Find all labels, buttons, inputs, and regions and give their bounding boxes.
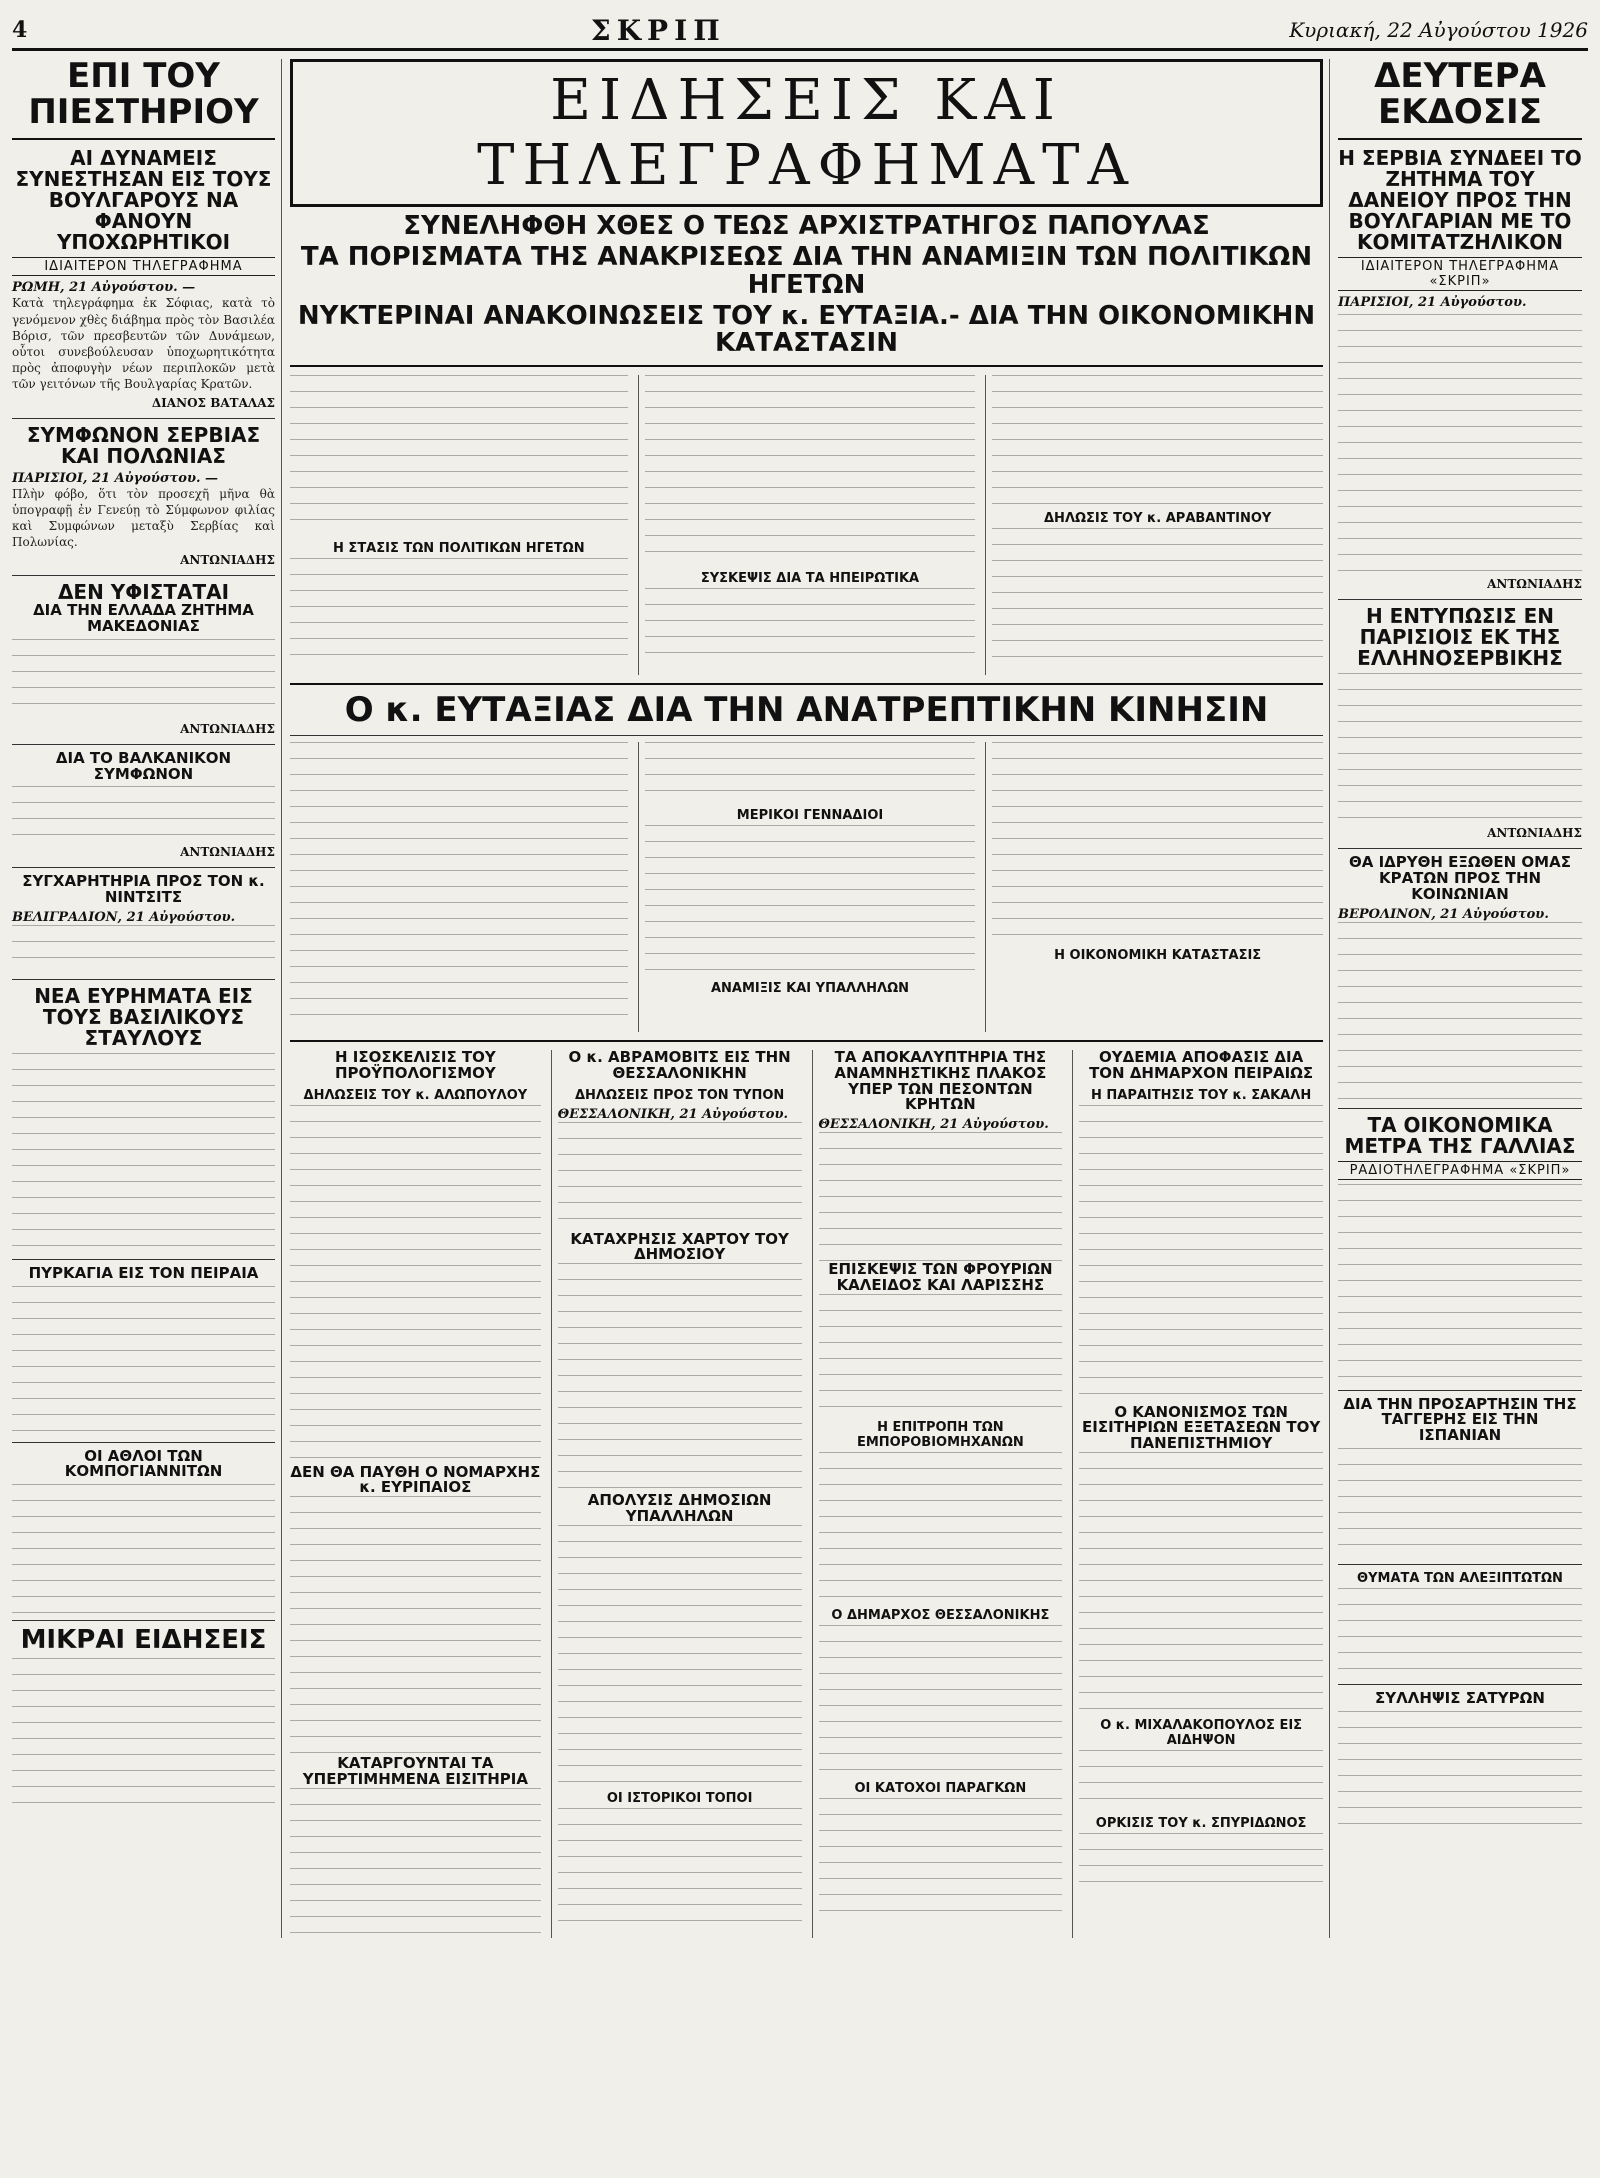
- balkan-text: [12, 786, 275, 842]
- apolysis-text: [558, 1525, 802, 1785]
- center-headline-3: ΝΥΚΤΕΡΙΝΑΙ ΑΝΑΚΟΙΝΩΣΕΙΣ ΤΟΥ κ. ΕΥΤΑΞΙΑ.- ΔΙΑ ΤΗΝ ΟΙΚΟΝΟΜΙΚΗΝ ΚΑΤΑΣΤΑΣΙΝ: [297, 300, 1316, 359]
- center-column: [290, 59, 1330, 1938]
- syllipsis-headline: ΣΥΛΛΗΨΙΣ ΣΑΤΥΡΩΝ: [1375, 1688, 1545, 1707]
- katoxoi-headline: ΟΙ ΚΑΤΟΧΟΙ ΠΑΡΑΓΚΩΝ: [854, 1780, 1027, 1796]
- den-text: [12, 639, 275, 719]
- den-signature: ΑΝΤΩΝΙΑΔΗΣ: [180, 721, 275, 736]
- dimarchos-text: [819, 1625, 1063, 1775]
- kan-headline: Ο ΚΑΝΟΝΙΣΜΟΣ ΤΩΝ ΕΙΣΙΤΗΡΙΩΝ ΕΞΕΤΑΣΕΩΝ ΤΟΥ ΠΑΝΕΠΙΣΤΗΜΙΟΥ: [1082, 1402, 1321, 1453]
- c3-text-a: [992, 375, 1323, 505]
- istorikoi-headline: ΟΙ ΙΣΤΟΡΙΚΟΙ ΤΟΠΟΙ: [606, 1790, 753, 1806]
- anamixis-headline: ΑΝΑΜΙΞΙΣ ΚΑΙ ΥΠΑΛΛΗΛΩΝ: [710, 981, 910, 997]
- paper-name: ΣΚΡΙΠ: [590, 13, 726, 47]
- kan-text: [1079, 1452, 1323, 1712]
- rome-dateline: ΡΩΜΗ, 21 Αὐγούστου. —: [12, 280, 196, 296]
- katarg-text: [290, 1788, 541, 1938]
- radio-label-1: ΡΑΔΙΟΤΗΛΕΓΡΑΦΗΜΑ «ΣΚΡΙΠ»: [1338, 1161, 1582, 1180]
- b1-headline: Η ΙΣΟΣΚΕΛΙΣΙΣ ΤΟΥ ΠΡΟΫΠΟΛΟΓΙΣΜΟΥ: [334, 1048, 496, 1082]
- right-column: [1338, 56, 1588, 1938]
- b2-dateline: ΘΕΣΣΑΛΟΝΙΚΗ, 21 Αὐγούστου.: [557, 1106, 789, 1122]
- idry-headline: ΘΑ ΙΔΡΥΘΗ ΕΞΩΘΕΝ ΟΜΑΣ ΚΡΑΤΩΝ ΠΡΟΣ ΤΗΝ ΚΟΙΝΩΝΙΑΝ: [1349, 853, 1571, 903]
- right-main-subheadline: Η ΣΕΡΒΙΑ ΣΥΝΔΕΕΙ ΤΟ ΖΗΤΗΜΑ ΤΟΥ ΔΑΝΕΙΟΥ ΠΡΟΣ ΤΗΝ ΒΟΥΛΓΑΡΙΑΝ ΜΕ ΤΟ ΚΟΜΙΤΑΤΖΗΛΙΚΟΝ: [1338, 146, 1582, 255]
- den-pausi-text: [290, 1496, 541, 1756]
- c2-text-a: [645, 375, 976, 565]
- mikrai-text: [12, 1658, 275, 1808]
- nea-text: [12, 1053, 275, 1253]
- page-number: 4: [12, 17, 28, 43]
- paris-signature: ΑΝΤΩΝΙΑΔΗΣ: [180, 553, 275, 568]
- center-headline-1: ΣΥΝΕΛΗΦΘΗ ΧΘΕΣ Ο ΤΕΩΣ ΑΡΧΙΣΤΡΑΤΗΓΟΣ ΠΑΠΟΥΛΑΣ: [403, 211, 1210, 241]
- kat-text: [558, 1263, 802, 1493]
- apolysis-headline: ΑΠΟΛΥΣΙΣ ΔΗΜΟΣΙΩΝ ΥΠΑΛΛΗΛΩΝ: [587, 1491, 772, 1525]
- c2-text-b: [645, 588, 976, 668]
- rome-body: Κατὰ τηλεγράφημα ἐκ Σόφιας, κατὰ τὸ γενόμενον χθὲς διάβημα πρὸς τὸν Βασιλέα Βόρισ, τῶν πρεσβευτῶν τῶν Δυνάμεων, οὗτοι συνεβούλευσαν ὑποχωρητικότητα πρὸς ἀποφυγὴν νέων περιπλοκῶν μετὰ τῶν γειτόνων τῆς Βουλγαρίας Κρατῶν.: [12, 296, 275, 392]
- istorikoi-text: [558, 1808, 802, 1928]
- symfonon-headline: ΣΥΜΦΩΝΟΝ ΣΕΡΒΙΑΣ ΚΑΙ ΠΟΛΩΝΙΑΣ: [26, 422, 261, 468]
- kat-headline: ΚΑΤΑΧΡΗΣΙΣ ΧΑΡΤΟΥ ΤΟΥ ΔΗΜΟΣΙΟΥ: [570, 1229, 789, 1264]
- right-main-headline: ΔΕΥΤΕΡΑ ΕΚΔΟΣΙΣ: [1374, 56, 1546, 132]
- epi-headline: ΕΠΙΣΚΕΨΙΣ ΤΩΝ ΦΡΟΥΡΙΩΝ ΚΑΛΕΙΔΟΣ ΚΑΙ ΛΑΡΙΣΣΗΣ: [828, 1260, 1053, 1294]
- b4-headline: ΟΥΔΕΜΙΑ ΑΠΟΦΑΣΙΣ ΔΙΑ ΤΟΝ ΔΗΜΑΡΧΟΝ ΠΕΙΡΑΙΩΣ: [1089, 1048, 1314, 1082]
- right-paris-text: [1338, 314, 1582, 574]
- right-paris-dateline: ΠΑΡΙΣΙΟΙ, 21 Αὐγούστου.: [1338, 295, 1527, 311]
- oik-text: [1338, 1184, 1582, 1384]
- left-main-headline: ΕΠΙ ΤΟΥ ΠΙΕΣΤΗΡΙΟΥ: [28, 56, 259, 132]
- dilosis-headline: ΔΗΛΩΣΙΣ ΤΟΥ κ. ΑΡΑΒΑΝΤΙΝΟΥ: [1044, 511, 1272, 527]
- den-subheadline: ΔΙΑ ΤΗΝ ΕΛΛΑΔΑ ΖΗΤΗΜΑ ΜΑΚΕΔΟΝΙΑΣ: [33, 601, 254, 635]
- athloi-text: [12, 1484, 275, 1614]
- h4-text-c: [645, 825, 976, 975]
- center-headline-2: ΤΑ ΠΟΡΙΣΜΑΤΑ ΤΗΣ ΑΝΑΚΡΙΣΕΩΣ ΔΙΑ ΤΗΝ ΑΝΑΜΙΞΙΝ ΤΩΝ ΠΟΛΙΤΙΚΩΝ ΗΓΕΤΩΝ: [300, 242, 1313, 300]
- katarg-headline: ΚΑΤΑΡΓΟΥΝΤΑΙ ΤΑ ΥΠΕΡΤΙΜΗΜΕΝΑ ΕΙΣΙΤΗΡΙΑ: [302, 1754, 528, 1788]
- thymata-headline: ΘΥΜΑΤΑ ΤΩΝ ΑΛΕΞΙΠΤΩΤΩΝ: [1357, 1570, 1563, 1586]
- center-banner: [290, 59, 1323, 207]
- h4-text-b: [645, 742, 976, 802]
- left-telegram-label: ΙΔΙΑΙΤΕΡΟΝ ΤΗΛΕΓΡΑΦΗΜΑ: [12, 257, 275, 276]
- balkan-signature: ΑΝΤΩΝΙΑΔΗΣ: [180, 845, 275, 860]
- idry-text: [1338, 922, 1582, 1102]
- left-main-subheadline: ΑΙ ΔΥΝΑΜΕΙΣ ΣΥΝΕΣΤΗΣΑΝ ΕΙΣ ΤΟΥΣ ΒΟΥΛΓΑΡΟΥΣ ΝΑ ΦΑΝΟΥΝ ΥΠΟΧΩΡΗΤΙΚΟΙ: [15, 146, 272, 255]
- h4-text-a: [290, 742, 628, 1022]
- c3-text-b: [992, 528, 1323, 668]
- thymata-text: [1338, 1588, 1582, 1678]
- syxaritiria-headline: ΣΥΓΧΑΡΗΤΗΡΙΑ ΠΡΟΣ ΤΟΝ κ. ΝΙΝΤΣΙΤΣ: [22, 872, 265, 906]
- c1-text-b: [290, 558, 628, 668]
- right-signature-1: ΑΝΤΩΝΙΑΔΗΣ: [1487, 577, 1582, 592]
- berol-dateline: ΒΕΡΟΛΙΝΟΝ, 21 Αὐγούστου.: [1338, 906, 1549, 922]
- pros-headline: ΔΙΑ ΤΗΝ ΠΡΟΣΑΡΤΗΣΙΝ ΤΗΣ ΤΑΓΓΕΡΗΣ ΕΙΣ ΤΗΝ ΙΣΠΑΝΙΑΝ: [1343, 1394, 1577, 1445]
- h4-text-d: [992, 742, 1323, 942]
- issue-date: Κυριακή, 22 Αὐγούστου 1926: [1289, 18, 1588, 42]
- center-headline-4: Ο κ. ΕΥΤΑΞΙΑΣ ΔΙΑ ΤΗΝ ΑΝΑΤΡΕΠΤΙΚΗΝ ΚΙΝΗΣΙΝ: [344, 690, 1269, 731]
- b2-subheadline: ΔΗΛΩΣΕΙΣ ΠΡΟΣ ΤΟΝ ΤΥΠΟΝ: [574, 1087, 785, 1103]
- b2-text: [558, 1122, 802, 1232]
- pyrkagia-text: [12, 1286, 275, 1436]
- michalak-text: [1079, 1750, 1323, 1810]
- belgrade-dateline: ΒΕΛΙΓΡΑΔΙΟΝ, 21 Αὐγούστου.: [12, 909, 236, 925]
- b4-text: [1079, 1105, 1323, 1405]
- oik-headline: ΤΑ ΟΙΚΟΝΟΜΙΚΑ ΜΕΤΡΑ ΤΗΣ ΓΑΛΛΙΑΣ: [1344, 1112, 1576, 1158]
- rome-signature: ΔΙΑΝΟΣ ΒΑΤΑΛΑΣ: [151, 395, 275, 410]
- athloi-headline: ΟΙ ΑΘΛΟΙ ΤΩΝ ΚΟΜΠΟΓΙΑΝΝΙΤΩΝ: [64, 1446, 223, 1481]
- pros-text: [1338, 1448, 1582, 1558]
- b1-text: [290, 1105, 541, 1465]
- dimarchos-headline: Ο ΔΗΜΑΡΧΟΣ ΘΕΣΣΑΛΟΝΙΚΗΣ: [831, 1607, 1050, 1623]
- belgrade-text: [12, 925, 275, 973]
- pyrkagia-headline: ΠΥΡΚΑΓΙΑ ΕΙΣ ΤΟΝ ΠΕΙΡΑΙΑ: [28, 1263, 259, 1282]
- mikrai-headline: ΜΙΚΡΑΙ ΕΙΔΗΣΕΙΣ: [20, 1625, 267, 1655]
- masthead: [12, 12, 1588, 51]
- epi-text: [819, 1294, 1063, 1414]
- gennadiou-headline: ΜΕΡΙΚΟΙ ΓΕΝΝΑΔΙΟΙ: [736, 808, 884, 824]
- paris-dateline: ΠΑΡΙΣΙΟΙ, 21 Αὐγούστου. —: [12, 470, 219, 486]
- eptiria-headline: ΣΥΣΚΕΨΙΣ ΔΙΑ ΤΑ ΗΠΕΙΡΩΤΙΚΑ: [700, 571, 920, 587]
- den-headline: ΔΕΝ ΥΦΙΣΤΑΤΑΙ: [57, 580, 230, 605]
- orkisi-headline: ΟΡΚΙΣΙΣ ΤΟΥ κ. ΣΠΥΡΙΔΩΝΟΣ: [1095, 1815, 1307, 1831]
- katoxoi-text: [819, 1798, 1063, 1918]
- b3-dateline: ΘΕΣΣΑΛΟΝΙΚΗ, 21 Αὐγούστου.: [818, 1117, 1049, 1133]
- balkan-headline: ΔΙΑ ΤΟ ΒΑΛΚΑΝΙΚΟΝ ΣΥΜΦΩΝΟΝ: [55, 748, 232, 783]
- michalak-headline: Ο κ. ΜΙΧΑΛΑΚΟΠΟΥΛΟΣ ΕΙΣ ΑΙΔΗΨΟΝ: [1100, 1717, 1303, 1748]
- b4-subheadline: Η ΠΑΡΑΙΤΗΣΙΣ ΤΟΥ κ. ΣΑΚΑΛΗ: [1091, 1087, 1312, 1103]
- b1-subheadline: ΔΗΛΩΣΕΙΣ ΤΟΥ κ. ΑΛΩΠΟΥΛΟΥ: [303, 1087, 528, 1103]
- epit-headline: Η ΕΠΙΤΡΟΠΗ ΤΩΝ ΕΜΠΟΡΟΒΙΟΜΗΧΑΝΩΝ: [856, 1419, 1024, 1450]
- oikon-headline: Η ΟΙΚΟΝΟΜΙΚΗ ΚΑΤΑΣΤΑΣΙΣ: [1054, 948, 1262, 964]
- nea-headline: ΝΕΑ ΕΥΡΗΜΑΤΑ ΕΙΣ ΤΟΥΣ ΒΑΣΙΛΙΚΟΥΣ ΣΤΑΥΛΟΥΣ: [34, 983, 253, 1050]
- syllipsis-text: [1338, 1711, 1582, 1831]
- entyp-text: [1338, 673, 1582, 823]
- orkisi-text: [1079, 1833, 1323, 1893]
- b3-headline: ΤΑ ΑΠΟΚΑΛΥΠΤΗΡΙΑ ΤΗΣ ΑΝΑΜΝΗΣΤΙΚΗΣ ΠΛΑΚΟΣ ΥΠΕΡ ΤΩΝ ΠΕΣΟΝΤΩΝ ΚΡΗΤΩΝ: [834, 1048, 1047, 1114]
- b2-headline: Ο κ. ΑΒΡΑΜΟΒΙΤΣ ΕΙΣ ΤΗΝ ΘΕΣΣΑΛΟΝΙΚΗΝ: [568, 1048, 791, 1082]
- epit-text: [819, 1452, 1063, 1602]
- banner-title: ΕΙΔΗΣΕΙΣ ΚΑΙ ΤΗΛΕΓΡΑΦΗΜΑΤΑ: [477, 68, 1136, 198]
- b3-text: [819, 1132, 1063, 1262]
- c1-text-a: [290, 375, 628, 535]
- stasi-headline: Η ΣΤΑΣΙΣ ΤΩΝ ΠΟΛΙΤΙΚΩΝ ΗΓΕΤΩΝ: [333, 541, 585, 557]
- entyp-headline: Η ΕΝΤΥΠΩΣΙΣ ΕΝ ΠΑΡΙΣΙΟΙΣ ΕΚ ΤΗΣ ΕΛΛΗΝΟΣΕΡΒΙΚΗΣ: [1357, 604, 1563, 671]
- left-column: [12, 56, 282, 1938]
- right-signature-2: ΑΝΤΩΝΙΑΔΗΣ: [1487, 826, 1582, 841]
- newspaper-page: [12, 12, 1588, 2152]
- den-pausi-headline: ΔΕΝ ΘΑ ΠΑΥΘΗ Ο ΝΟΜΑΡΧΗΣ κ. ΕΥΡΙΠΑΙΟΣ: [290, 1462, 541, 1497]
- right-telegram-label: ΙΔΙΑΙΤΕΡΟΝ ΤΗΛΕΓΡΑΦΗΜΑ «ΣΚΡΙΠ»: [1338, 257, 1582, 291]
- paris-body: Πλὴν φόβο, ὅτι τὸν προσεχῆ μῆνα θὰ ὑπογραφῇ ἐν Γενεύῃ τὸ Σύμφωνον φιλίας καὶ Συμφώνων μεταξὺ Σερβίας καὶ Πολωνίας.: [12, 486, 275, 550]
